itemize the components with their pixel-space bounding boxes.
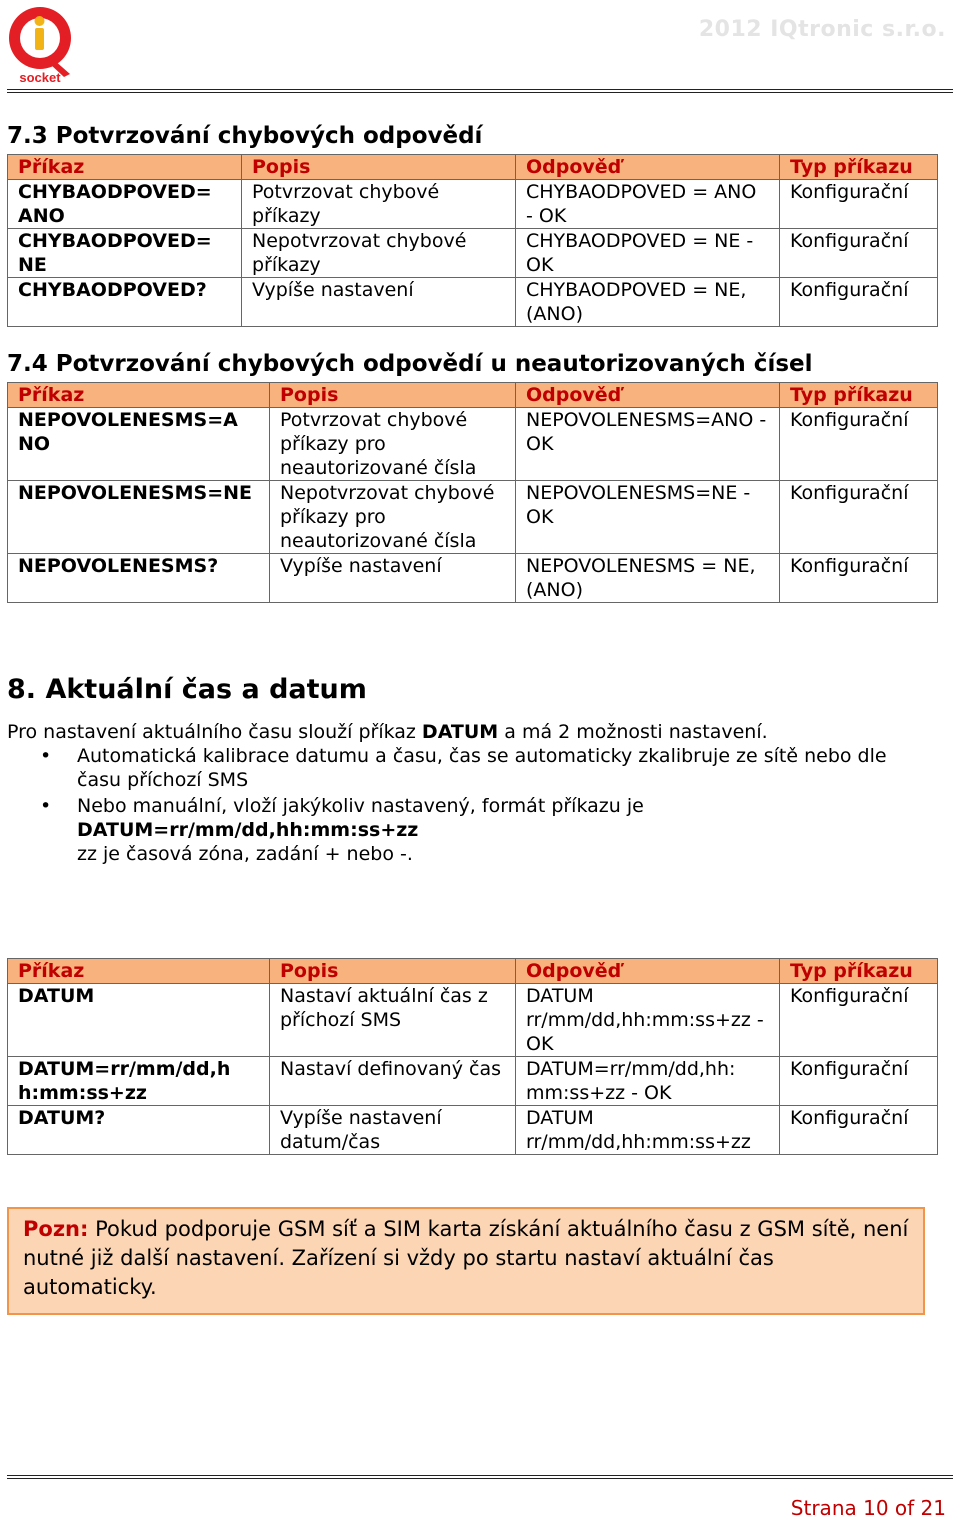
cell-response: DATUM=rr/mm/dd,hh: mm:ss+zz - OK [516,1057,780,1106]
cell-type: Konfigurační [780,180,938,229]
col-header-response: Odpověď [516,383,780,408]
cell-type: Konfigurační [780,229,938,278]
cell-description: Vypíše nastavení datum/čas [270,1106,516,1155]
note-lead: Pozn: [23,1217,89,1241]
intro-command: DATUM [421,721,499,743]
section-7-4-title: 7.4 Potvrzování chybových odpovědí u neautorizovaných čísel [7,351,813,377]
cell-command: CHYBAODPOVED= ANO [8,180,242,229]
cell-response: CHYBAODPOVED = ANO - OK [516,180,780,229]
cell-command: DATUM? [8,1106,270,1155]
logo-text: socket [19,70,61,84]
col-header-type: Typ příkazu [780,155,938,180]
col-header-response: Odpověď [516,155,780,180]
note-box [7,1207,925,1315]
cell-command: CHYBAODPOVED? [8,278,242,327]
cell-command: NEPOVOLENESMS? [8,554,270,603]
col-header-description: Popis [270,383,516,408]
footer-rule [7,1475,953,1479]
page-number: Strana 10 of 21 [790,1496,946,1520]
cell-command: DATUM=rr/mm/dd,h h:mm:ss+zz [8,1057,270,1106]
cell-description: Nepotvrzovat chybové příkazy [242,229,516,278]
cell-response: NEPOVOLENESMS = NE,(ANO) [516,554,780,603]
cell-type: Konfigurační [780,408,938,481]
cell-description: Potvrzovat chybové příkazy [242,180,516,229]
cell-type: Konfigurační [780,1106,938,1155]
bullet-icon: • [40,795,52,817]
col-header-description: Popis [270,959,516,984]
cell-type: Konfigurační [780,554,938,603]
cell-type: Konfigurační [780,1057,938,1106]
section-8-title: 8. Aktuální čas a datum [7,674,367,705]
col-header-response: Odpověď [516,959,780,984]
col-header-type: Typ příkazu [780,959,938,984]
note-text: Pokud podporuje GSM síť a SIM karta získání aktuálního času z GSM sítě, není nutné již další nastavení. Zařízení si vždy po startu nastaví aktuální čas automaticky. [23,1217,909,1299]
option-automatic: Automatická kalibrace datumu a času, čas se automaticky zkalibruje ze sítě nebo dle času příchozí SMS [77,745,887,791]
list-item [40,744,920,792]
col-header-type: Typ příkazu [780,383,938,408]
iq-socket-logo [4,4,78,84]
cell-type: Konfigurační [780,278,938,327]
cell-command: DATUM [8,984,270,1057]
cell-response: DATUM rr/mm/dd,hh:mm:ss+zz - OK [516,984,780,1057]
timezone-note: zz je časová zóna, zadání + nebo -. [77,843,413,865]
header-rule [7,89,953,93]
option-manual: Nebo manuální, vloží jakýkoliv nastavený, formát příkazu je [77,795,644,817]
cell-command: NEPOVOLENESMS=NE [8,481,270,554]
cell-description: Nastaví definovaný čas [270,1057,516,1106]
cell-type: Konfigurační [780,481,938,554]
col-header-command: Příkaz [8,959,270,984]
cell-description: Vypíše nastavení [242,278,516,327]
table-datum [7,958,938,1155]
cell-type: Konfigurační [780,984,938,1057]
table-7-3 [7,154,938,327]
cell-description: Vypíše nastavení [270,554,516,603]
cell-response: CHYBAODPOVED = NE - OK [516,229,780,278]
table-7-4 [7,382,938,603]
cell-command: CHYBAODPOVED= NE [8,229,242,278]
col-header-command: Příkaz [8,383,270,408]
section-8-intro [7,720,947,744]
cell-description: Nastaví aktuální čas z příchozí SMS [270,984,516,1057]
cell-response: CHYBAODPOVED = NE,(ANO) [516,278,780,327]
cell-response: NEPOVOLENESMS=ANO - OK [516,408,780,481]
cell-command: NEPOVOLENESMS=A NO [8,408,270,481]
cell-response: NEPOVOLENESMS=NE - OK [516,481,780,554]
bullet-icon: • [40,745,52,767]
intro-text-end: a má 2 možnosti nastavení. [498,721,768,743]
list-item [40,794,920,866]
cell-description: Nepotvrzovat chybové příkazy pro neautorizované čísla [270,481,516,554]
cell-response: DATUM rr/mm/dd,hh:mm:ss+zz [516,1106,780,1155]
col-header-description: Popis [242,155,516,180]
cell-description: Potvrzovat chybové příkazy pro neautorizované čísla [270,408,516,481]
options-list [40,744,920,866]
datum-format: DATUM=rr/mm/dd,hh:mm:ss+zz [77,819,419,841]
company-header: 2012 IQtronic s.r.o. [698,17,946,42]
section-7-3-title: 7.3 Potvrzování chybových odpovědí [7,123,483,149]
intro-text: Pro nastavení aktuálního času slouží příkaz [7,721,422,743]
col-header-command: Příkaz [8,155,242,180]
